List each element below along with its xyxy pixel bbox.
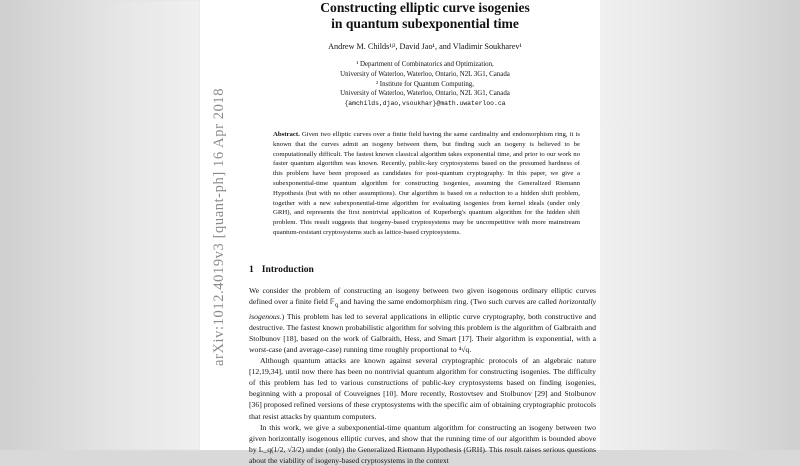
section-number: 1 (249, 264, 254, 275)
paragraph: In this work, we give a subexponential-time quantum algorithm for constructing an isogeny between two given horizontally isogenous elliptic curves, and show that the running time of our algorithm is bounded above by L_q(1/2, √3/2) under (only) the Generalized Riemann Hypothesis (GRH). This result raises serious questions about the viability of isogeny-based cryptosystems in the context (249, 422, 596, 465)
paragraph: Although quantum attacks are known against several cryptographic protocols of an algebraic nature [12,19,34], until now there has been no nontrivial quantum algorithm for constructing isogenies. The difficulty of this problem has led to various constructions of public-key cryptosystems based on finding isogenies, beginning with a proposal of Couveignes [10]. More recently, Rostovtsev and Stolbunov [29] and Stolbunov [36] proposed refined versions of these cryptosystems with the specific aim of obtaining cryptographic protocols that resist attacks by quantum computers. (249, 356, 596, 421)
author-list: Andrew M. Childs¹ʲ², David Jao¹, and Vladimir Soukharev¹ (328, 42, 522, 51)
paragraph-text: .) This problem has led to several applications in elliptic curve cryptography, both constructive and destructive. The fastest known probabilistic algorithm for solving this problem is the algorithm of Galbraith and Stolbunov [18], based on the work of Galbraith, Hess, and Smart [17]. Their algorithm is exponential, with a worst-case (and average-case) running time roughly proportional to ⁴√q. (249, 311, 596, 354)
emphasized-term: horizontally isogenous (249, 297, 596, 321)
title-line-2: in quantum subexponential time (331, 16, 519, 31)
section-title: Introduction (261, 264, 314, 275)
section-heading (249, 264, 314, 275)
abstract (273, 130, 580, 238)
affiliation-line: University of Waterloo, Waterloo, Ontario, N2L 3G1, Canada (340, 90, 510, 98)
affiliation-line: ² Institute for Quantum Computing, (376, 80, 474, 88)
paper-title (250, 0, 600, 32)
arxiv-identifier: arXiv:1012.4019v3 [quant-ph] 16 Apr 2018 (211, 87, 227, 366)
right-margin-background (600, 0, 800, 450)
section-body (249, 285, 596, 466)
title-line-1: Constructing elliptic curve isogenies (320, 0, 530, 15)
abstract-heading: Abstract. (273, 131, 300, 138)
affiliations (250, 60, 600, 99)
paragraph-text: and having the same endomorphism ring. (Two such curves are called (338, 297, 559, 307)
paragraph (249, 285, 596, 355)
left-margin-background (0, 0, 200, 450)
affiliation-line: ¹ Department of Combinatorics and Optimization, (356, 61, 494, 68)
author-emails: {amchilds,djao,vsoukhar}@math.uwaterloo.ca (344, 100, 506, 107)
paragraph-text: We consider the problem of constructing an isogeny between two given isogenous ordinary elliptic curves defined over a finite field 𝔽 (249, 286, 596, 307)
abstract-text: Given two elliptic curves over a finite field having the same cardinality and endomorphism ring, it is known that the curves admit an isogeny between them, but finding such an isogeny is believed to be computationally difficult. The fastest known classical algorithm takes exponential time, and prior to our work no faster quantum algorithm was known. Recently, public-key cryptosystems based on the presumed hardness of this problem have been proposed as candidates for post-quantum cryptography. In this paper, we give a subexponential-time quantum algorithm for constructing isogenies, assuming the Generalized Riemann Hypothesis (but with no other assumptions). Our algorithm is based on a reduction to a hidden shift problem, together with a new subexponential-time algorithm for evaluating isogenies from kernel ideals (under only GRH), and represents the first nontrivial application of Kuperberg's quantum algorithm for the hidden shift problem. This result suggests that isogeny-based cryptosystems may be uncompetitive with more mainstream quantum-resistant cryptosystems such as lattice-based cryptosystems. (273, 131, 580, 236)
affiliation-line: University of Waterloo, Waterloo, Ontario, N2L 3G1, Canada (340, 70, 510, 78)
field-subscript: q (335, 301, 339, 309)
